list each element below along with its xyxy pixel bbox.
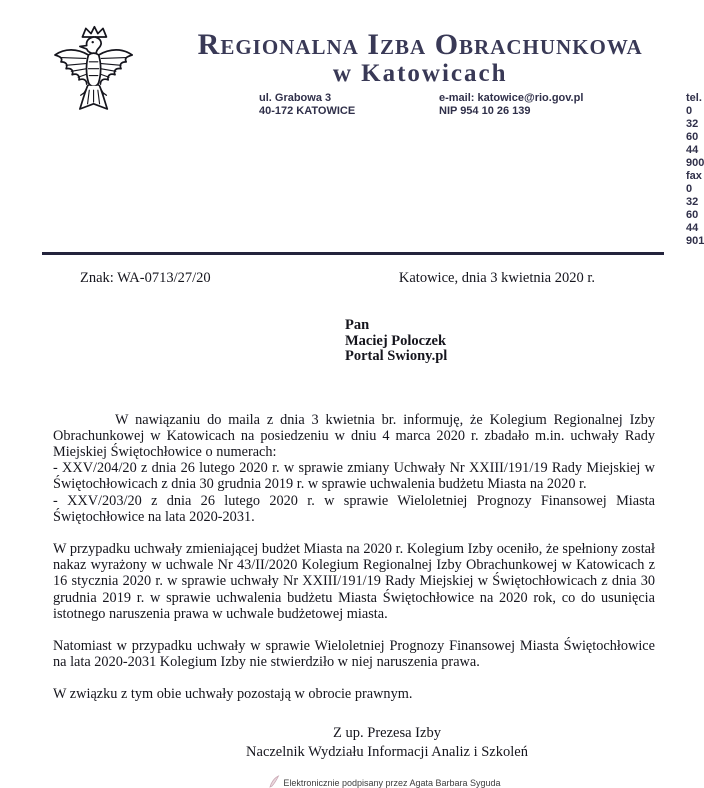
resolution-item-2: - XXV/203/20 z dnia 26 lutego 2020 r. w sprawie Wieloletniej Prognozy Finansowej Miasta Świętochłowice na lata 2020-2031. xyxy=(53,492,655,525)
signature-authority: Z up. Prezesa Izby xyxy=(333,724,441,741)
address-line2: 40-172 KATOWICE xyxy=(259,105,356,117)
dateline: Katowice, dnia 3 kwietnia 2020 r. xyxy=(398,270,595,286)
paragraph-intro: W nawiązaniu do maila z dnia 3 kwietnia br. informuję, że Kolegium Regionalnej Izby Obrachunkowej w Katowicach na posiedzeniu w dniu 4 marca 2020 r. zbadało m.in. uchwały Rady Miejskiej Świętochłowice o numerach: xyxy=(53,411,655,460)
nip-line: NIP 954 10 26 139 xyxy=(439,105,531,117)
tel-line: tel. 0 32 60 44 900 xyxy=(686,92,704,169)
signature-block xyxy=(53,724,655,762)
letter-content xyxy=(0,270,678,788)
fax-line: fax 0 32 60 44 901 xyxy=(686,170,704,247)
electronic-signature-text: Elektronicznie podpisany przez Agata Barbara Syguda xyxy=(283,777,501,788)
letterhead-divider xyxy=(42,252,664,255)
reference-number: Znak: WA-0713/27/20 xyxy=(80,270,211,286)
electronic-signature xyxy=(53,775,655,788)
signature-title: Naczelnik Wydziału Informacji Analiz i Szkoleń xyxy=(246,743,528,760)
org-name: Regionalna Izba Obrachunkowa xyxy=(197,28,643,61)
polish-eagle-emblem xyxy=(48,25,136,126)
paragraph-conclusion: W związku z tym obie uchwały pozostają w obrocie prawnym. xyxy=(53,686,413,703)
address-line1: ul. Grabowa 3 xyxy=(259,92,332,104)
recipient-org: Portal Swiony.pl xyxy=(345,348,448,364)
meta-row xyxy=(53,270,655,287)
resolution-item-1: - XXV/204/20 z dnia 26 lutego 2020 r. w sprawie zmiany Uchwały Nr XXIII/191/19 Rady Miejskiej w Świętochłowicach z dnia 30 grudnia 2019 r. w sprawie uchwalenia budżetu Miasta na 2020 r. xyxy=(53,460,655,493)
contact-row xyxy=(136,92,704,248)
signature-pen-icon xyxy=(269,775,280,788)
org-address xyxy=(259,92,439,248)
org-email-nip xyxy=(439,92,686,248)
letterhead xyxy=(0,0,704,248)
org-phones xyxy=(686,92,704,248)
org-city: w Katowicach xyxy=(332,60,508,87)
recipient-name: Maciej Poloczek xyxy=(345,332,447,349)
recipient-salutation: Pan xyxy=(345,317,370,333)
recipient-block xyxy=(345,318,655,365)
letterhead-titles xyxy=(136,25,704,248)
letter-body xyxy=(53,412,655,703)
email-line: e-mail: katowice@rio.gov.pl xyxy=(439,92,584,104)
paragraph-forecast-assessment: Natomiast w przypadku uchwały w sprawie Wieloletniej Prognozy Finansowej Miasta Świętochłowice na lata 2020-2031 Kolegium Izby nie stwierdziło w niej naruszenia prawa. xyxy=(53,637,655,671)
paragraph-budget-assessment: W przypadku uchwały zmieniającej budżet Miasta na 2020 r. Kolegium Izby oceniło, że spełniony został nakaz wyrażony w uchwale Nr 43/II/2020 Kolegium Regionalnej Izby Obrachunkowej w Katowicach z 16 stycznia 2020 r. w sprawie uchwały Nr XXIII/191/19 Rady Miejskiej w Świętochłowicach z dnia 30 grudnia 2019 r. w sprawie uchwalenia budżetu Miasta Świętochłowice na 2020 rok, co do usunięcia istotnego naruszenia prawa w uchwale budżetowej miasta. xyxy=(53,540,655,622)
